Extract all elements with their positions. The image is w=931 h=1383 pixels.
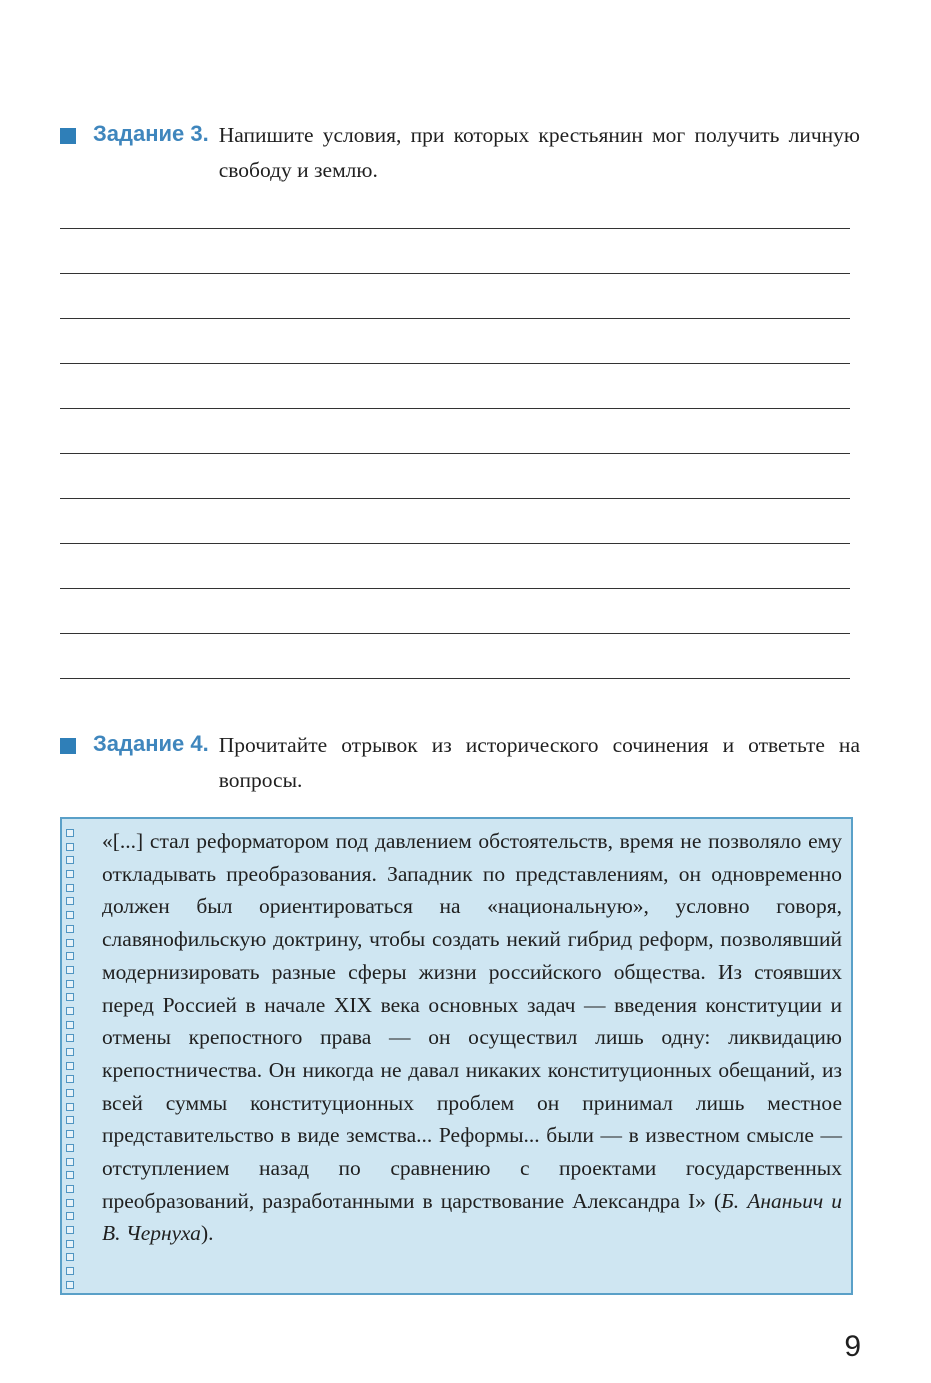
task-4 bbox=[60, 728, 860, 798]
answer-line[interactable] bbox=[60, 274, 850, 319]
answer-line[interactable] bbox=[60, 499, 850, 544]
ring-icon bbox=[66, 1171, 74, 1179]
ring-icon bbox=[66, 925, 74, 933]
ring-icon bbox=[66, 870, 74, 878]
ring-icon bbox=[66, 1253, 74, 1261]
ring-icon bbox=[66, 1212, 74, 1220]
ring-icon bbox=[66, 1158, 74, 1166]
task-3-instruction: Напишите условия, при которых крестьянин мог получить личную свободу и землю. bbox=[218, 123, 860, 182]
ring-icon bbox=[66, 952, 74, 960]
ring-icon bbox=[66, 1062, 74, 1070]
ring-icon bbox=[66, 1199, 74, 1207]
ring-icon bbox=[66, 1007, 74, 1015]
notebook-rings bbox=[66, 829, 78, 1289]
ring-icon bbox=[66, 1267, 74, 1275]
ring-icon bbox=[66, 856, 74, 864]
task-4-instruction: Прочитайте отрывок из исторического сочинения и ответьте на вопросы. bbox=[218, 733, 860, 792]
ring-icon bbox=[66, 1281, 74, 1289]
answer-lines[interactable] bbox=[60, 228, 850, 679]
ring-icon bbox=[66, 1226, 74, 1234]
ring-icon bbox=[66, 911, 74, 919]
ring-icon bbox=[66, 993, 74, 1001]
quote-text bbox=[102, 825, 842, 1250]
answer-line[interactable] bbox=[60, 544, 850, 589]
task-3-label: Задание 3. bbox=[93, 121, 209, 146]
page-number: 9 bbox=[844, 1330, 861, 1363]
square-bullet-icon bbox=[60, 128, 76, 144]
ring-icon bbox=[66, 843, 74, 851]
ring-icon bbox=[66, 1240, 74, 1248]
answer-line[interactable] bbox=[60, 589, 850, 634]
ring-icon bbox=[66, 1185, 74, 1193]
ring-icon bbox=[66, 884, 74, 892]
answer-line[interactable] bbox=[60, 364, 850, 409]
square-bullet-icon bbox=[60, 738, 76, 754]
ring-icon bbox=[66, 939, 74, 947]
ring-icon bbox=[66, 1103, 74, 1111]
ring-icon bbox=[66, 897, 74, 905]
ring-icon bbox=[66, 980, 74, 988]
task-4-heading bbox=[60, 728, 860, 798]
answer-line[interactable] bbox=[60, 409, 850, 454]
ring-icon bbox=[66, 1034, 74, 1042]
task-4-label: Задание 4. bbox=[93, 731, 209, 756]
quote-body: «[...] стал реформатором под давлением обстоятельств, время не позволяло ему откладывать преобразования. Западник по представлениям, он одновременно должен был ориентироваться на «национальную», условно говоря, славянофильскую доктрину, чтобы создать некий гибрид реформ, позволявший модернизировать разные сферы жизни российского общества. Из стоявших перед Россией в начале XIX века основных задач — введения конституции и отмены крепостного права — он осуществил лишь одну: ликвидацию крепостничества. Он никогда не давал никаких конституционных обещаний, из всей суммы конституционных проблем он принимал лишь местное представительство в виде земства... Реформы... были — в известном смысле — отступлением назад по сравнению с проектами государственных преобразований, разработанными в царствование Александра I» bbox=[102, 829, 842, 1213]
ring-icon bbox=[66, 1116, 74, 1124]
task-3-heading bbox=[60, 118, 860, 188]
ring-icon bbox=[66, 829, 74, 837]
ring-icon bbox=[66, 1144, 74, 1152]
quote-close: ). bbox=[200, 1221, 214, 1246]
ring-icon bbox=[66, 1089, 74, 1097]
quote-authors: Б. Ананьич и В. Чернуха bbox=[102, 1188, 842, 1246]
source-quote-box bbox=[60, 817, 853, 1295]
ring-icon bbox=[66, 1021, 74, 1029]
ring-icon bbox=[66, 1130, 74, 1138]
ring-icon bbox=[66, 966, 74, 974]
task-3 bbox=[60, 118, 860, 188]
answer-line[interactable] bbox=[60, 229, 850, 274]
answer-line[interactable] bbox=[60, 634, 850, 679]
ring-icon bbox=[66, 1048, 74, 1056]
answer-line[interactable] bbox=[60, 319, 850, 364]
ring-icon bbox=[66, 1075, 74, 1083]
answer-line[interactable] bbox=[60, 454, 850, 499]
quote-open-paren: ( bbox=[705, 1188, 722, 1213]
